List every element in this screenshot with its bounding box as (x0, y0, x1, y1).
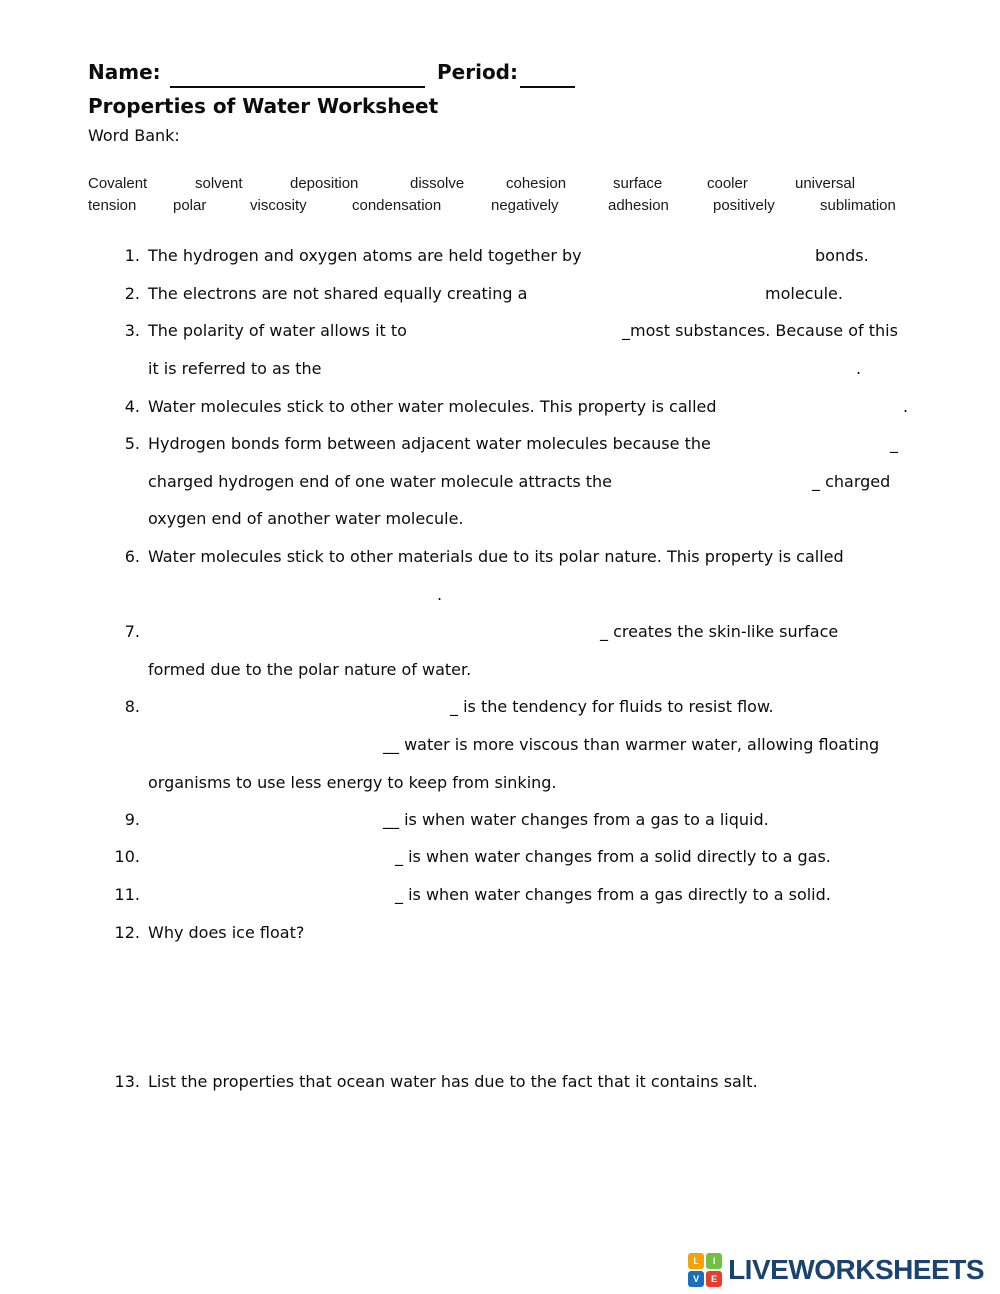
word-bank-word: cohesion (506, 175, 567, 192)
question-text-tail: _ charged (812, 472, 891, 491)
word-bank-word: Covalent (88, 175, 148, 192)
answer-blank-q11[interactable] (152, 882, 390, 910)
question-9 (0, 810, 1000, 834)
word-bank-word: deposition (290, 175, 359, 192)
logo-tile-l: L (688, 1253, 704, 1269)
answer-blank-q4[interactable] (750, 394, 900, 422)
question-2 (0, 284, 1000, 308)
question-text-tail: _ is when water changes from a solid directly to a gas. (395, 847, 831, 866)
question-text-tail: molecule. (765, 284, 843, 303)
question-number: 3. (124, 321, 140, 340)
name-label: Name: (88, 60, 161, 84)
answer-blank-q7[interactable] (148, 619, 596, 647)
question-8-line-3 (0, 773, 1000, 797)
question-7-line-2 (0, 660, 1000, 684)
word-bank-word: universal (795, 175, 856, 192)
question-text: oxygen end of another water molecule. (148, 509, 464, 528)
answer-blank-q6[interactable] (148, 582, 433, 610)
question-text: List the properties that ocean water has due to the fact that it contains salt. (148, 1072, 758, 1091)
question-7-line-1 (0, 622, 1000, 646)
question-11 (0, 885, 1000, 909)
answer-blank-q1[interactable] (600, 243, 805, 271)
answer-area-q12[interactable] (148, 950, 908, 1060)
question-4 (0, 397, 1000, 421)
question-text: The electrons are not shared equally creating a (148, 284, 528, 303)
question-text: The hydrogen and oxygen atoms are held together by (148, 246, 582, 265)
question-5-line-2 (0, 472, 1000, 496)
question-text-tail: . (903, 397, 909, 416)
question-text-tail: _ (890, 434, 898, 453)
word-bank-word: polar (173, 197, 207, 214)
answer-blank-q2[interactable] (535, 281, 757, 309)
question-text-tail: _ creates the skin-like surface (600, 622, 839, 641)
word-bank-word: adhesion (608, 197, 669, 214)
answer-blank-q3b[interactable] (340, 356, 852, 384)
question-text-tail: _ is when water changes from a gas directly to a solid. (395, 885, 831, 904)
period-label: Period: (437, 60, 518, 84)
question-text: Water molecules stick to other materials due to its polar nature. This property is called (148, 547, 844, 566)
question-text: charged hydrogen end of one water molecule attracts the (148, 472, 613, 491)
question-number: 6. (124, 547, 140, 566)
question-number: 7. (124, 622, 140, 641)
question-number: 11. (114, 885, 140, 904)
word-bank-word: tension (88, 197, 137, 214)
question-text: Why does ice float? (148, 923, 305, 942)
question-number: 8. (124, 697, 140, 716)
question-text-tail: _ is the tendency for fluids to resist flow. (450, 697, 774, 716)
question-text-tail: _most substances. Because of this (622, 321, 898, 340)
word-bank-word: condensation (352, 197, 442, 214)
question-text-tail: __ is when water changes from a gas to a liquid. (383, 810, 769, 829)
word-bank-word: dissolve (410, 175, 465, 192)
answer-blank-q3a[interactable] (430, 318, 618, 346)
question-text: Hydrogen bonds form between adjacent water molecules because the (148, 434, 711, 453)
question-5-line-3 (0, 509, 1000, 533)
question-3-line-1 (0, 321, 1000, 345)
logo-tile-v: V (688, 1271, 704, 1287)
question-12 (0, 923, 1000, 947)
word-bank-word: surface (613, 175, 663, 192)
question-10 (0, 847, 1000, 871)
question-text: Water molecules stick to other water molecules. This property is called (148, 397, 717, 416)
word-bank-word: cooler (707, 175, 748, 192)
liveworksheets-tiles-icon (688, 1253, 722, 1287)
answer-blank-q5b[interactable] (600, 469, 808, 497)
word-bank-row-2 (0, 197, 1000, 219)
question-number: 5. (124, 434, 140, 453)
word-bank-word: solvent (195, 175, 243, 192)
answer-blank-q5a[interactable] (695, 431, 885, 459)
word-bank-word: sublimation (820, 197, 896, 214)
question-8-line-1 (0, 697, 1000, 721)
answer-area-q13[interactable] (148, 1100, 908, 1230)
question-5-line-1 (0, 434, 1000, 458)
name-period-row (88, 60, 648, 90)
word-bank-label: Word Bank: (88, 126, 180, 145)
question-number: 2. (124, 284, 140, 303)
question-text-tail: bonds. (815, 246, 869, 265)
word-bank-word: negatively (491, 197, 559, 214)
question-number: 9. (124, 810, 140, 829)
question-3-line-2 (0, 359, 1000, 383)
logo-tile-i: I (706, 1253, 722, 1269)
name-blank-line[interactable] (170, 62, 425, 88)
question-text-tail: . (437, 585, 443, 604)
question-number: 4. (124, 397, 140, 416)
question-number: 1. (124, 246, 140, 265)
logo-tile-e: E (706, 1271, 722, 1287)
question-1 (0, 246, 1000, 270)
question-text: formed due to the polar nature of water. (148, 660, 472, 679)
answer-blank-q8b[interactable] (148, 732, 378, 760)
question-6-line-1 (0, 547, 1000, 571)
word-bank-word: viscosity (250, 197, 307, 214)
question-8-line-2 (0, 735, 1000, 759)
answer-blank-q8a[interactable] (148, 694, 446, 722)
page-title: Properties of Water Worksheet (88, 94, 439, 118)
question-number: 13. (114, 1072, 140, 1091)
question-number: 12. (114, 923, 140, 942)
question-text: organisms to use less energy to keep from sinking. (148, 773, 557, 792)
liveworksheets-logo[interactable] (688, 1251, 984, 1289)
liveworksheets-wordmark: LIVEWORKSHEETS (728, 1254, 984, 1285)
question-number: 10. (114, 847, 140, 866)
question-13 (0, 1072, 1000, 1096)
word-bank-word: positively (713, 197, 775, 214)
question-text: it is referred to as the (148, 359, 322, 378)
answer-blank-q9[interactable] (148, 807, 378, 835)
answer-blank-q10[interactable] (152, 844, 390, 872)
question-6-line-2 (0, 585, 1000, 609)
period-blank-line[interactable] (520, 62, 575, 88)
word-bank-row-1 (0, 175, 1000, 197)
question-text: The polarity of water allows it to (148, 321, 407, 340)
question-text-tail: __ water is more viscous than warmer water, allowing floating (383, 735, 880, 754)
question-text-tail: . (856, 359, 862, 378)
